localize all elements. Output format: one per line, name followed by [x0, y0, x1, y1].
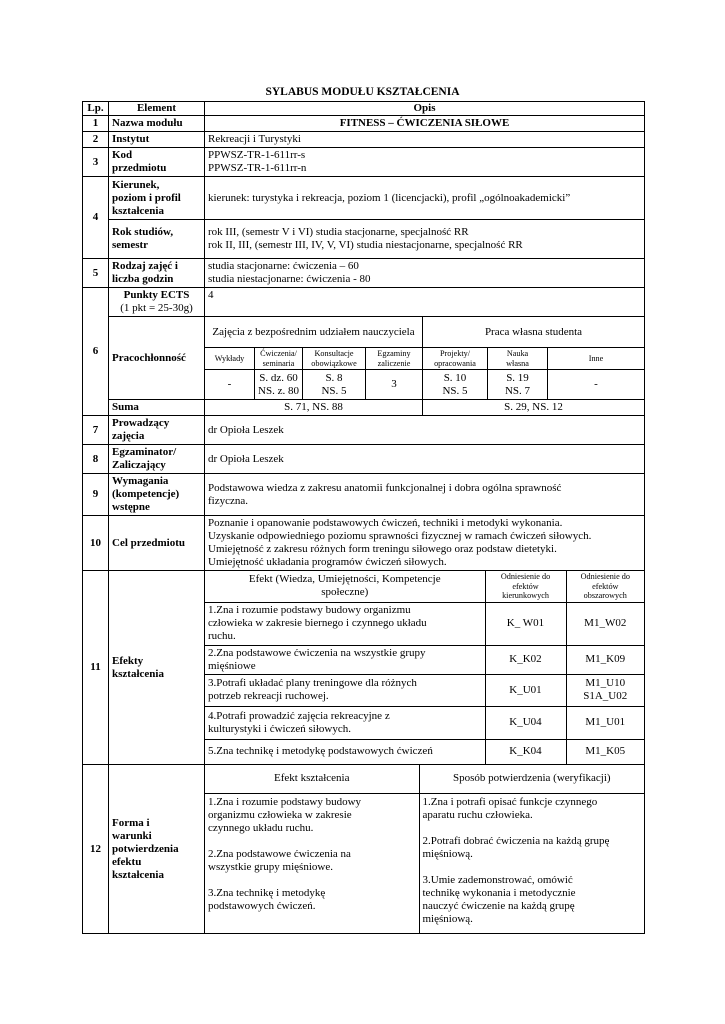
syllabus-table — [82, 101, 645, 934]
outcome-field-ref: K_U04 — [485, 706, 566, 739]
sum-self: S. 29, NS. 12 — [423, 400, 645, 416]
workload-column: Wykłady — [205, 348, 255, 370]
outcome-text: 5.Zna technikę i metodykę podstawowych ćwiczeń — [205, 739, 485, 764]
workload-column: Nauka własna — [488, 348, 548, 370]
year-semester-value: rok III, (semestr V i VI) studia stacjonarne, specjalność RR rok II, III, (semestr III, IV, V, VI) studia niestacjonarne, specjalność RR — [205, 220, 645, 259]
row-label: Rodzaj zajęć i liczba godzin — [109, 259, 205, 288]
header-element: Element — [109, 102, 205, 116]
examiner-value: dr Opioła Leszek — [205, 445, 645, 474]
workload-column: Projekty/ opracowania — [423, 348, 488, 370]
row-label: Cel przedmiotu — [109, 516, 205, 571]
prerequisites-value: Podstawowa wiedza z zakresu anatomii funkcjonalnej i dobra ogólna sprawność fizyczna. — [205, 474, 645, 516]
ects-value: 4 — [205, 288, 645, 317]
learning-outcomes — [205, 571, 645, 765]
row-label: Kod przedmiotu — [109, 148, 205, 177]
outcome-field-ref: K_K02 — [485, 645, 566, 674]
row-label: Nazwa modułu — [109, 116, 205, 132]
outcome-text: 3.Potrafi układać plany treningowe dla różnych potrzeb rekreacji ruchowej. — [205, 674, 485, 706]
outcome-area-ref: M1_W02 — [566, 602, 644, 645]
course-code-value: PPWSZ-TR-1-611rr-s PPWSZ-TR-1-611rr-n — [205, 148, 645, 177]
row-label: Egzaminator/ Zaliczający — [109, 445, 205, 474]
self-study-group: Praca własna studenta — [423, 317, 645, 348]
outcome-area-ref: M1_U01 — [566, 706, 644, 739]
verification-head-method: Sposób potwierdzenia (weryfikacji) — [419, 765, 644, 793]
row-label: Forma i warunki potwierdzenia efektu kształcenia — [109, 765, 205, 934]
row-number: 12 — [83, 765, 109, 934]
workload-value: - — [205, 370, 255, 400]
contact-hours-group: Zajęcia z bezpośrednim udziałem nauczyciela — [205, 317, 423, 348]
workload-value: 3 — [366, 370, 423, 400]
row-number: 3 — [83, 148, 109, 177]
header-opis: Opis — [205, 102, 645, 116]
row-label: Pracochłonność — [109, 317, 205, 400]
document-title: SYLABUS MODUŁU KSZTAŁCENIA — [265, 86, 460, 98]
row-number: 8 — [83, 445, 109, 474]
workload-value: S. 8 NS. 5 — [303, 370, 366, 400]
sum-label: Suma — [109, 400, 205, 416]
verification-methods-text: 1.Zna i potrafi opisać funkcje czynnego aparatu ruchu człowieka. 2.Potrafi dobrać ćwiczenia na każdą grupę mięśniową. 3.Umie zademonstrować, omówić technikę wykonania i metodycznie nauczyć ćwiczenie na każdą grupę mięśniową. — [419, 793, 644, 933]
workload-value: S. 10 NS. 5 — [423, 370, 488, 400]
ects-label: Punkty ECTS — [123, 289, 190, 301]
workload-column: Inne — [548, 348, 645, 370]
outcome-text: 4.Potrafi prowadzić zajęcia rekreacyjne z kulturystyki i ćwiczeń siłowych. — [205, 706, 485, 739]
sum-contact: S. 71, NS. 88 — [205, 400, 423, 416]
row-number: 5 — [83, 259, 109, 288]
outcomes-head-effect: Efekt (Wiedza, Umiejętności, Kompetencje społeczne) — [205, 571, 485, 602]
workload-value: - — [548, 370, 645, 400]
row-number: 1 — [83, 116, 109, 132]
outcome-area-ref: M1_U10 S1A_U02 — [566, 674, 644, 706]
workload-column: Egzaminy zaliczenie — [366, 348, 423, 370]
outcome-area-ref: M1_K09 — [566, 645, 644, 674]
workload-value: S. dz. 60 NS. z. 80 — [255, 370, 303, 400]
module-name: FITNESS – ĆWICZENIA SIŁOWE — [205, 116, 645, 132]
row-number: 4 — [83, 177, 109, 259]
row-number: 6 — [83, 288, 109, 416]
outcome-field-ref: K_ W01 — [485, 602, 566, 645]
workload-column: Konsultacje obowiązkowe — [303, 348, 366, 370]
verification-head-effect: Efekt kształcenia — [205, 765, 419, 793]
row-number: 10 — [83, 516, 109, 571]
row-number: 11 — [83, 571, 109, 765]
outcome-text: 2.Zna podstawowe ćwiczenia na wszystkie grupy mięśniowe — [205, 645, 485, 674]
row-label: Instytut — [109, 132, 205, 148]
workload-value: S. 19 NS. 7 — [488, 370, 548, 400]
row-number: 2 — [83, 132, 109, 148]
outcome-field-ref: K_U01 — [485, 674, 566, 706]
header-lp: Lp. — [83, 102, 109, 116]
row-label — [109, 288, 205, 317]
row-number: 7 — [83, 416, 109, 445]
verification-effects: 1.Zna i rozumie podstawy budowy organizmu człowieka w zakresie czynnego układu ruchu. 2.Zna podstawowe ćwiczenia na wszystkie grupy mięśniowe. 3.Zna technikę i metodykę podstawowych ćwiczeń. — [205, 793, 419, 933]
outcomes-head-area: Odniesienie do efektów obszarowych — [566, 571, 644, 602]
ects-note: (1 pkt = 25-30g) — [120, 302, 193, 314]
outcome-text: 1.Zna i rozumie podstawy budowy organizmu człowieka w zakresie biernego i czynnego układu ruchu. — [205, 602, 485, 645]
institute-value: Rekreacji i Turystyki — [205, 132, 645, 148]
class-hours-value: studia stacjonarne: ćwiczenia – 60 studia niestacjonarne: ćwiczenia - 80 — [205, 259, 645, 288]
row-label: Wymagania (kompetencje) wstępne — [109, 474, 205, 516]
outcomes-head-field: Odniesienie do efektów kierunkowych — [485, 571, 566, 602]
row-label: Prowadzący zajęcia — [109, 416, 205, 445]
lecturer-value: dr Opioła Leszek — [205, 416, 645, 445]
outcome-area-ref: M1_K05 — [566, 739, 644, 764]
workload-column: Ćwiczenia/ seminaria — [255, 348, 303, 370]
row-number: 9 — [83, 474, 109, 516]
verification-methods — [205, 765, 645, 934]
row-label: Kierunek, poziom i profil kształcenia — [109, 177, 205, 220]
field-of-study-value: kierunek: turystyka i rekreacja, poziom 1 (licencjacki), profil „ogólnoakademicki” — [205, 177, 645, 220]
course-goal-value: Poznanie i opanowanie podstawowych ćwiczeń, techniki i metodyki wykonania. Uzyskanie odpowiedniego poziomu sprawności fizycznej w ramach ćwiczeń siłowych. Umiejętność z zakresu różnych form treningu siłowego oraz podstaw dietetyki. Umiejętność układania programów ćwiczeń siłowych. — [205, 516, 645, 571]
row-label: Efekty kształcenia — [109, 571, 205, 765]
outcome-field-ref: K_K04 — [485, 739, 566, 764]
row-label: Rok studiów, semestr — [109, 220, 205, 259]
